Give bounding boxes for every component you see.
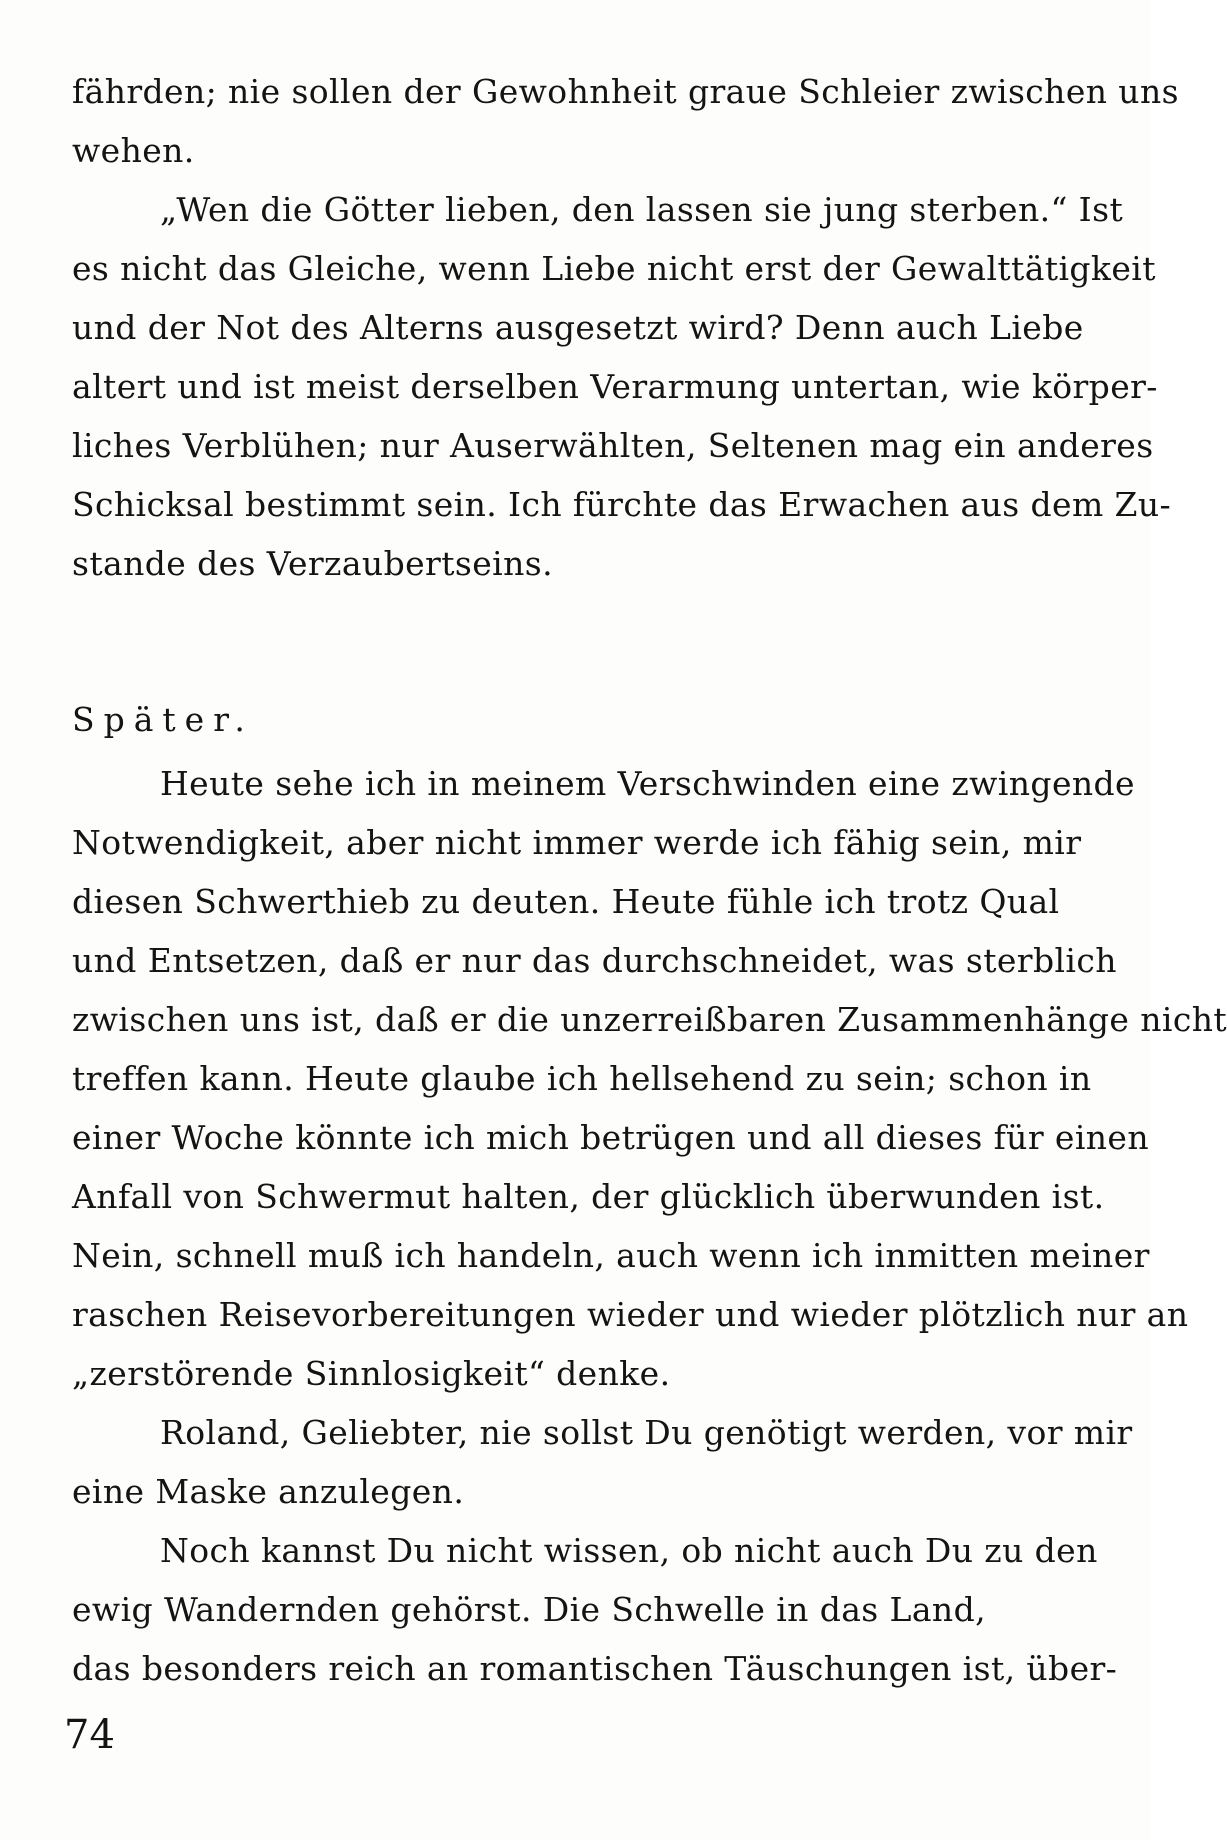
text-line: liches Verblühen; nur Auserwählten, Seltenen mag ein anderes [72,426,1154,465]
text-line: fährden; nie sollen der Gewohnheit graue Schleier zwischen uns [72,72,1179,111]
text-line: treffen kann. Heute glaube ich hellsehend zu sein; schon in [72,1059,1092,1098]
text-line: zwischen uns ist, daß er die unzerreißbaren Zusammenhänge nicht [72,1000,1227,1039]
text-line: Noch kannst Du nicht wissen, ob nicht auch Du zu den [160,1531,1098,1570]
text-line: altert und ist meist derselben Verarmung untertan, wie körper- [72,367,1158,406]
text-line: Schicksal bestimmt sein. Ich fürchte das Erwachen aus dem Zu- [72,485,1172,524]
text-line: wehen. [72,131,195,170]
text-line: Roland, Geliebter, nie sollst Du genötigt werden, vor mir [160,1413,1133,1452]
text-line: diesen Schwerthieb zu deuten. Heute fühle ich trotz Qual [72,882,1060,921]
text-line: eine Maske anzulegen. [72,1472,465,1511]
text-line: „Wen die Götter lieben, den lassen sie jung sterben.“ Ist [160,190,1124,229]
text-line: das besonders reich an romantischen Täuschungen ist, über- [72,1649,1118,1688]
paragraph-block-main [72,754,1227,1698]
text-line: und der Not des Alterns ausgesetzt wird? Denn auch Liebe [72,308,1084,347]
paragraph-block-top [72,62,1179,593]
text-line: Notwendigkeit, aber nicht immer werde ich fähig sein, mir [72,823,1082,862]
text-line: und Entsetzen, daß er nur das durchschneidet, was sterblich [72,941,1117,980]
text-line: ewig Wandernden gehörst. Die Schwelle in das Land, [72,1590,986,1629]
text-line: „zerstörende Sinnlosigkeit“ denke. [72,1354,671,1393]
text-line: es nicht das Gleiche, wenn Liebe nicht erst der Gewalttätigkeit [72,249,1156,288]
section-heading: Später. [72,700,254,739]
text-line: einer Woche könnte ich mich betrügen und all dieses für einen [72,1118,1150,1157]
text-line: stande des Verzaubertseins. [72,544,553,583]
text-line: Nein, schnell muß ich handeln, auch wenn ich inmitten meiner [72,1236,1150,1275]
text-line: raschen Reisevorbereitungen wieder und wieder plötzlich nur an [72,1295,1189,1334]
text-line: Anfall von Schwermut halten, der glücklich überwunden ist. [72,1177,1105,1216]
text-line: Heute sehe ich in meinem Verschwinden eine zwingende [160,764,1135,803]
page-number: 74 [64,1712,115,1758]
